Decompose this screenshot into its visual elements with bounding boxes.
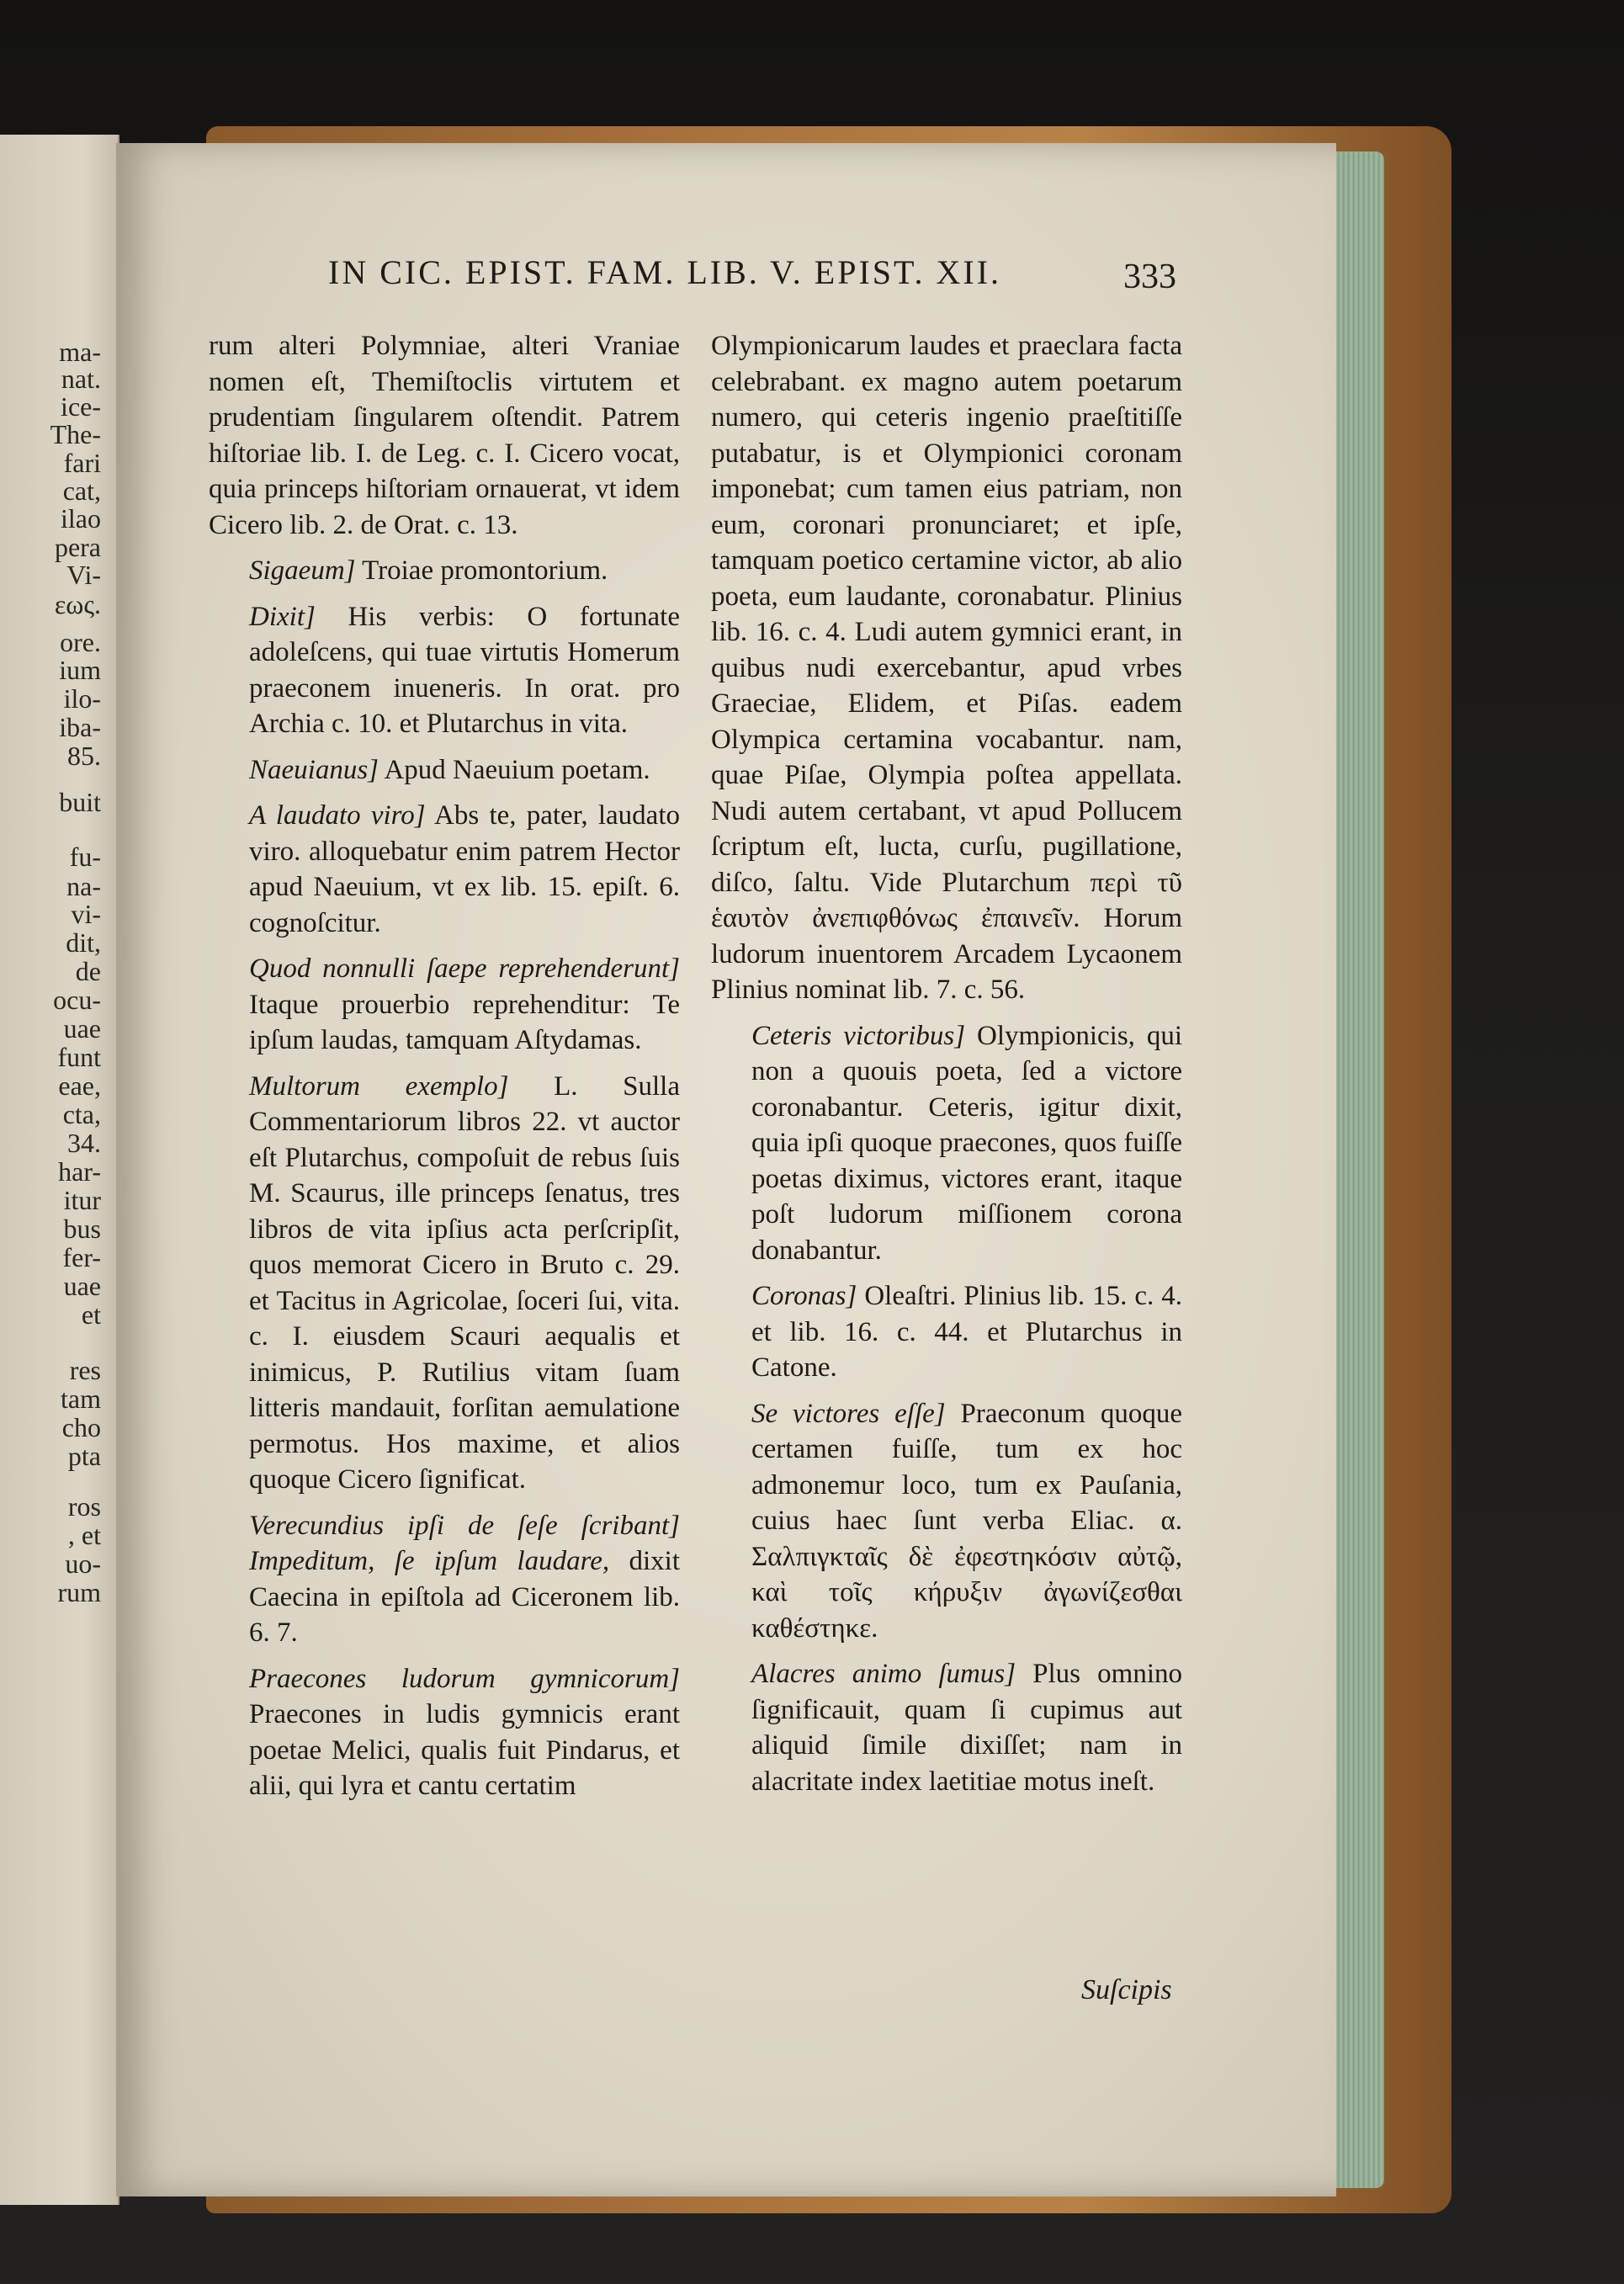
left-page-fragment: buit [59,787,101,817]
left-page-fragment: iba- [59,712,101,742]
left-page-fragment: fari [63,448,101,478]
catchword: Suſcipis [1081,1974,1172,2005]
left-page-fragment: ilao [61,503,101,534]
note-text: Abs te, pater, laudato viro. alloquebatur enim patrem Hector apud Naeuium, vt ex lib. 15. epiſt. 6. cognoſcitur. [249,800,680,938]
note-text: Oleaſtri. Plinius lib. 15. c. 4. et lib. 16. c. 44. et Plutarchus in Catone. [751,1281,1182,1383]
left-page-fragment: nat. [61,364,101,394]
note-paragraph [209,951,680,1059]
left-page-fragment: uo- [65,1548,101,1579]
left-page-fragment: funt [57,1042,101,1072]
left-page-fragment: ore. [60,627,101,657]
note-paragraph [209,798,680,941]
page-number: 333 [1123,258,1176,296]
note-text: dixit Caecina in epiſtola ad Ciceronem lib. 6. 7. [249,1546,680,1648]
note-lemma: Multorum exemplo] [249,1070,509,1102]
note-text: Praeconum quoque certamen fuiſſe, tum ex hoc admonemur loco, tum ex Pauſania, cuius haec ſunt verba Eliac. α. Σαλπιγκταῖς δὲ ἐφεστηκόσιν αὐτῷ, καὶ τοῖς κήρυξιν ἀγωνίζεσθαι καθέστηκε. [751,1398,1182,1644]
note-text: Praecones in ludis gymnicis erant poetae Melici, qualis fuit Pindarus, et alii, qui lyra et cantu certatim [249,1699,680,1801]
left-page-fragment: bus [63,1214,101,1244]
left-page-fragment: itur [63,1185,101,1215]
left-page-fragment: res [69,1355,101,1385]
note-text: Olympionicis, qui non a quouis poeta, ſed a victore coronabantur. Ceteris, igitur dixit, quia ipſi quoque praecones, quos fuiſſe poetas diximus, victores erant, itaque poſt ludorum miſſionem corona donabantur. [751,1020,1182,1266]
note-lemma: Se victores eſſe] [751,1398,946,1429]
left-page-fragment: eae, [58,1070,101,1101]
left-page-fragment: vi- [71,899,101,929]
note-lemma: Verecundius ipſi de ſeſe ſcribant] Impeditum, ſe ipſum laudare, [249,1510,680,1576]
left-page-fragment: ocu- [53,985,101,1015]
note-text: rum alteri Polymniae, alteri Vraniae nomen eſt, Themiſtoclis virtutem et prudentiam ſingularem oſtendit. Patrem hiſtoriae lib. I. de Leg. c. I. Cicero vocat, quia princeps hiſtoriam ornauerat, vt idem Cicero lib. 2. de Orat. c. 13. [209,331,680,540]
left-page-fragment: na- [66,871,101,901]
left-page-fragment: uae [63,1013,101,1044]
left-page-fragment: The- [50,419,101,449]
left-page-fragment: et [81,1299,101,1330]
note-lemma: Coronas] [751,1281,857,1311]
note-paragraph [209,553,680,589]
left-page-fragment: 34. [67,1128,101,1158]
left-page-fragment: cat, [62,475,101,506]
left-page-fragment: cta, [62,1099,101,1129]
left-page-fragment: ium [59,655,101,685]
note-text: L. Sulla Commentariorum libros 22. vt auctor eſt Plutarchus, compoſuit de rebus ſuis M. Scaurus, ille princeps ſenatus, tres libros de vita ipſius acta perſcripſit, quos memorat Cicero in Bruto c. 29. et Tacitus in Agricolae, ſoceri ſui, vita. c. I. eiusdem Scauri aequalis et inimicus, P. Rutilius vitam ſuam litteris mandauit, forſitan aemulatione permotus. Hos maxime, et alios quoque Cicero ſignificat. [249,1070,680,1495]
note-paragraph [209,752,680,789]
column-right [711,328,1182,1809]
note-lemma: Naeuianus] [249,754,379,785]
note-paragraph [209,1508,680,1651]
left-page-fragment: uae [63,1271,101,1301]
left-page-fragment: ros [67,1491,101,1522]
note-paragraph [209,1069,680,1498]
note-text: Olympionicarum laudes et praeclara facta celebrabant. ex magno autem poetarum numero, qui ceteris ingenio praeſtitiſſe putabatur, is et Olympionici coronam imponebat; cum tamen eius patriam, non eum, coronari pronunciaret; et ipſe, tamquam poetico certamine victor, ab alio poeta, eum laudante, coronabatur. Plinius lib. 16. c. 4. Ludi autem gymnici erant, in quibus nudi exercebantur, apud vrbes Graeciae, Elidem, et Piſas. eadem Olympica certamina vocabantur. nam, quae Piſae, Olympia poſtea appellata. Nudi autem certabant, vt apud Pollucem ſcriptum eſt, lucta, curſu, pugillatione, diſco, ſaltu. Vide Plutarchum περὶ τῦ ἑαυτὸν ἀνεπιφθόνως ἐπαινεῖν. Horum ludorum inuentorem Arcadem Lycaonem Plinius nominat lib. 7. c. 56. [711,331,1182,1005]
left-page-fragment: , et [67,1520,101,1550]
left-page-fragment: εως. [54,589,101,619]
left-page [0,135,119,2205]
left-page-fragment: 85. [67,741,101,771]
left-page-fragment: ice- [61,391,101,422]
note-lemma: Praecones ludorum gymnicorum] [249,1663,680,1694]
left-page-fragment: rum [57,1577,101,1607]
note-paragraph [711,328,1182,1008]
note-paragraph [711,1018,1182,1269]
left-page-fragment: dit, [66,927,101,958]
left-page-fragment: Vi- [66,560,101,590]
note-text: Plus omnino ſignificauit, quam ſi cupimus aut aliquid ſimile dixiſſet; nam in alacritate index laetitiae motus ineſt. [751,1659,1182,1797]
note-text: His verbis: O fortunate adoleſcens, qui tuae virtutis Homerum praeconem inueneris. In orat. pro Archia c. 10. et Plutarchus in vita. [249,601,680,739]
note-lemma: Ceteris victoribus] [751,1020,966,1051]
note-paragraph [711,1656,1182,1799]
note-text: Itaque prouerbio reprehenditur: Te ipſum laudas, tamquam Aſtydamas. [249,989,680,1055]
note-lemma: Sigaeum] [249,555,356,586]
column-left [209,328,680,1814]
note-paragraph [209,328,680,543]
left-page-fragment: fer- [62,1242,101,1272]
left-page-fragment: tam [61,1384,101,1414]
left-page-fragment: de [75,956,101,986]
left-page-fragment: pta [67,1441,101,1471]
left-page-fragment: har- [58,1156,101,1187]
note-text: Troiae promontorium. [355,555,608,586]
left-page-fragment: cho [61,1412,101,1442]
running-title: IN CIC. EPIST. FAM. LIB. V. EPIST. XII. [328,253,1002,291]
note-lemma: Dixit] [249,601,316,632]
left-page-fragment: ilo- [63,683,101,714]
left-page-fragment: ma- [59,337,101,367]
note-paragraph [209,1661,680,1804]
left-page-fragment: fu- [69,842,101,872]
note-paragraph [711,1278,1182,1386]
left-page-fragment: pera [54,532,101,562]
note-lemma: A laudato viro] [249,800,426,831]
note-paragraph [209,599,680,742]
page-edges [1334,151,1384,2188]
note-text: Apud Naeuium poetam. [379,754,650,785]
note-lemma: Alacres animo ſumus] [751,1659,1016,1689]
note-paragraph [711,1396,1182,1647]
note-lemma: Quod nonnulli ſaepe reprehenderunt] [249,953,680,984]
